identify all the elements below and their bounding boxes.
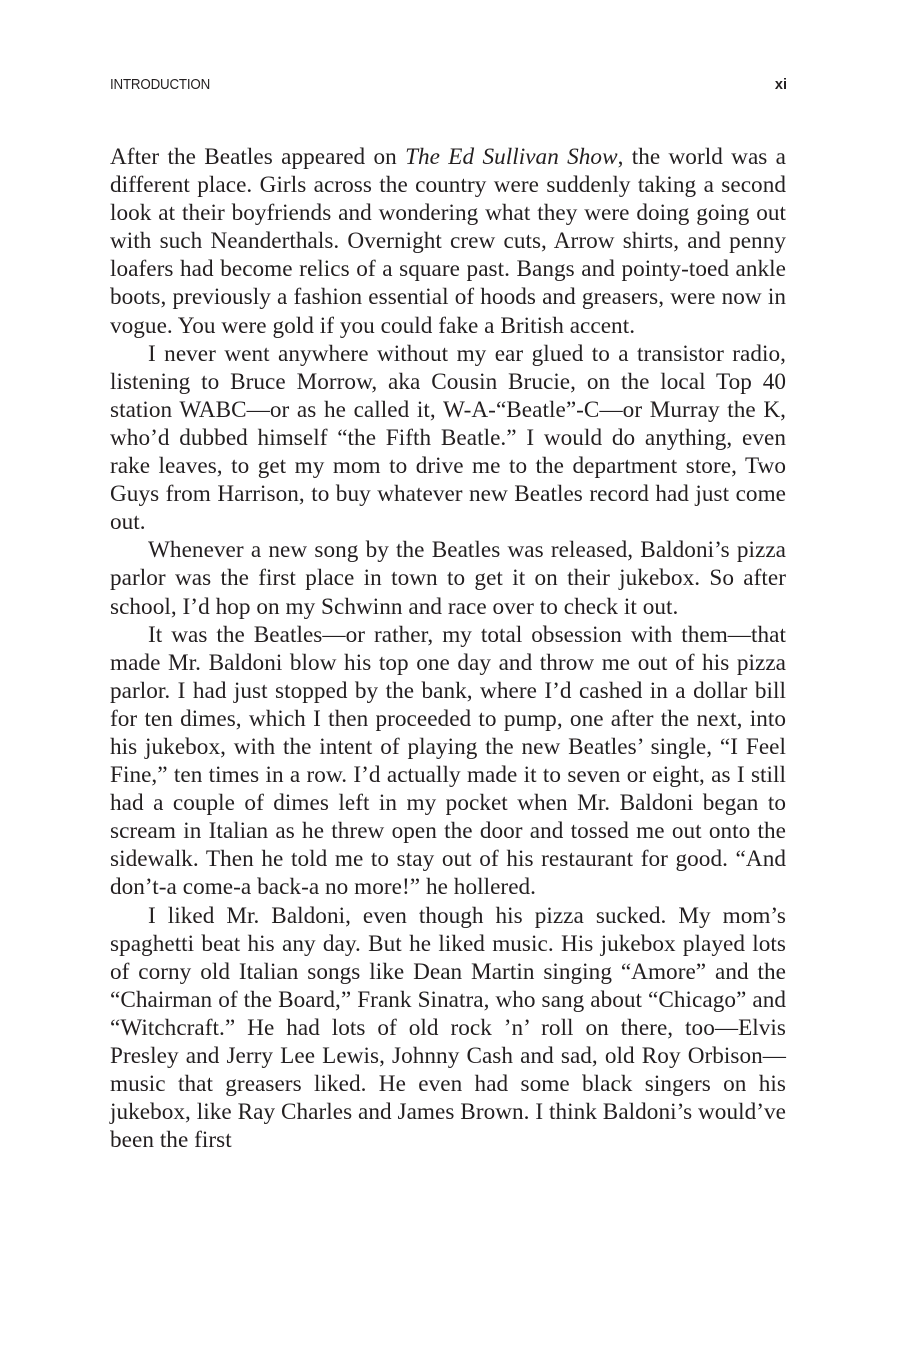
running-head bbox=[110, 77, 732, 99]
paragraph-text: After the Beatles appeared on bbox=[110, 144, 406, 170]
running-head-title: INTRODUCTION bbox=[110, 77, 211, 93]
page-number: xi bbox=[774, 77, 787, 93]
paragraph-text: , the world was a different place. Girls across the country were suddenly taking a second look at their boyfriends and wondering what they were doing going out with such Neanderthals. Overnight crew cuts, Arrow shirts, and penny loafers had become relics of a square past. Bangs and pointy-toed ankle boots, previously a fashion essential of hoods and greasers, were now in vogue. You were gold if you could fake a British accent. bbox=[110, 144, 786, 339]
paragraph bbox=[110, 143, 786, 340]
paragraph: I liked Mr. Baldoni, even though his pizza sucked. My mom’s spaghetti beat his any day. But he liked music. His jukebox played lots of corny old Italian songs like Dean Martin singing “Amore” and the “Chairman of the Board,” Frank Sinatra, who sang about “Chicago” and “Witchcraft.” He had lots of old rock ’n’ roll on there, too—Elvis Presley and Jerry Lee Lewis, Johnny Cash and sad, old Roy Orbison—music that greasers liked. He even had some black singers on his jukebox, like Ray Charles and James Brown. I think Baldoni’s would’ve been the first bbox=[110, 902, 786, 1154]
paragraph: Whenever a new song by the Beatles was released, Baldoni’s pizza parlor was the first place in town to get it on their jukebox. So after school, I’d hop on my Schwinn and race over to check it out. bbox=[110, 537, 786, 620]
body-text bbox=[110, 143, 786, 1154]
show-title-italic: The Ed Sullivan Show bbox=[405, 144, 618, 170]
paragraph: It was the Beatles—or rather, my total obsession with them—that made Mr. Baldoni blow his top one day and throw me out of his pizza parlor. I had just stopped by the bank, where I’d cashed in a dollar bill for ten dimes, which I then proceeded to pump, one after the next, into his jukebox, with the intent of playing the new Beatles’ single, “I Feel Fine,” ten times in a row. I’d actually made it to seven or eight, as I still had a couple of dimes left in my pocket when Mr. Baldoni began to scream in Italian as he threw open the door and tossed me out onto the sidewalk. Then he told me to stay out of his restaurant for good. “And don’t-a come-a back-a no more!” he hollered. bbox=[110, 621, 786, 901]
paragraph: I never went anywhere without my ear glued to a transistor radio, listening to Bruce Morrow, aka Cousin Brucie, on the local Top 40 station WABC—or as he called it, W-A-“Beatle”-C—or Murray the K, who’d dubbed himself “the Fifth Beatle.” I would do anything, even rake leaves, to get my mom to drive me to the department store, Two Guys from Harrison, to buy whatever new Beatles record had just come out. bbox=[110, 340, 786, 536]
